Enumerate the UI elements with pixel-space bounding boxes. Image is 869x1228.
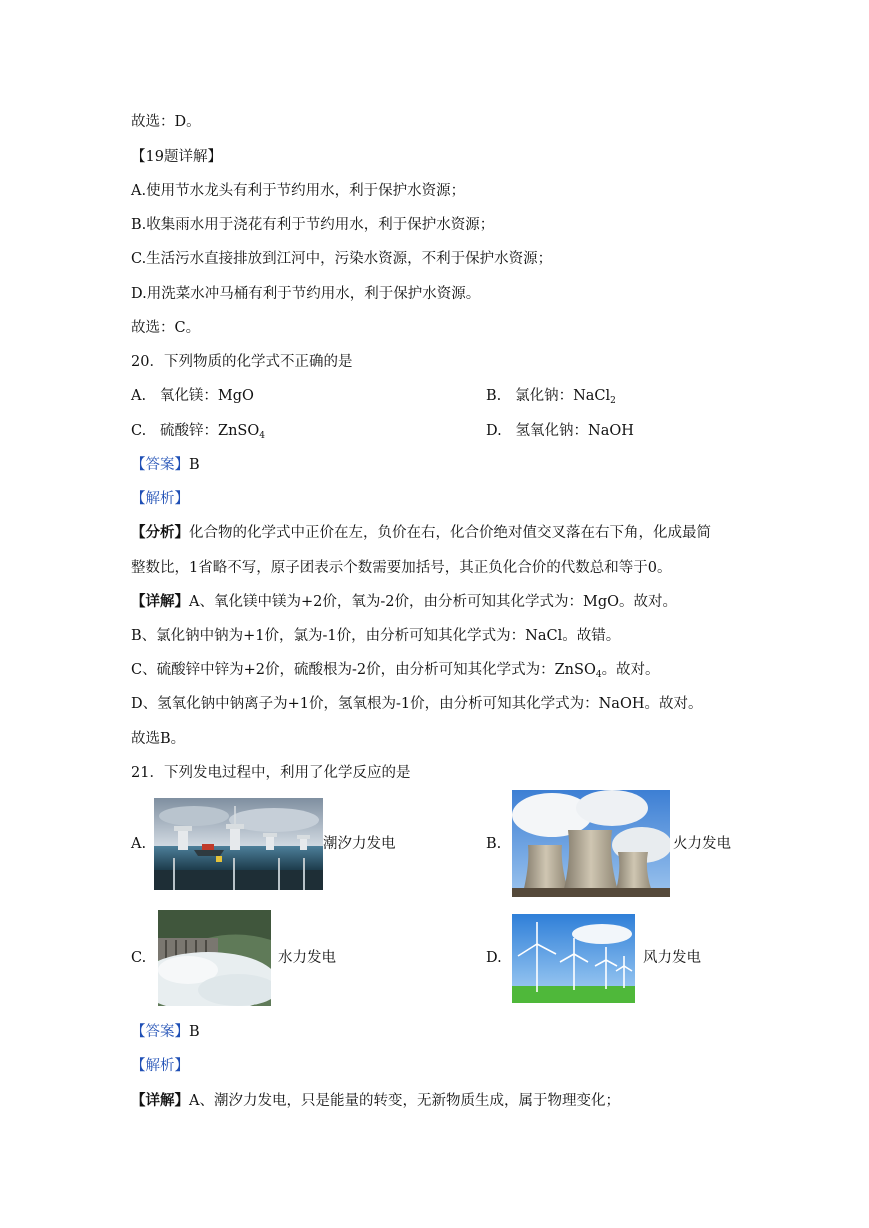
thermal-power-image xyxy=(512,790,670,897)
q20-conclusion: 故选B。 xyxy=(131,731,186,747)
answer-tag: 【答案】 xyxy=(131,1024,189,1040)
xiangjie-tag: 【详解】 xyxy=(131,1092,189,1109)
q20-answer xyxy=(131,455,200,475)
fenxi-text: 化合物的化学式中正价在左，负价在右，化合价绝对值交叉落在右下角，化成最简 xyxy=(189,525,711,541)
q20-option-a xyxy=(131,386,254,406)
q21-xiangjie-a xyxy=(131,1091,620,1111)
option-label: B. xyxy=(486,836,502,852)
q20-xiangjie-c xyxy=(131,660,660,685)
subscript: 4 xyxy=(595,670,602,680)
xiangjie-text: C、硫酸锌中锌为+2价，硫酸根为-2价，由分析可知其化学式为：ZnSO xyxy=(131,662,596,678)
hydro-power-image xyxy=(158,910,271,1006)
subscript: 2 xyxy=(610,396,616,406)
wind-power-image xyxy=(512,914,635,1003)
option-text: 氢氧化钠：NaOH xyxy=(515,423,634,439)
q20-xiangjie-d: D、氢氧化钠中钠离子为+1价，氢氧根为-1价，由分析可知其化学式为：NaOH。故对。 xyxy=(131,696,703,712)
option-label: C. xyxy=(131,950,147,966)
answer-value: B xyxy=(189,457,200,473)
answer-value: B xyxy=(189,1024,200,1040)
fenxi-tag: 【分析】 xyxy=(131,524,189,541)
answer-tag: 【答案】 xyxy=(131,457,189,473)
question-21-stem: 21．下列发电过程中，利用了化学反应的是 xyxy=(131,765,411,781)
text-line: 故选：D。 xyxy=(131,114,201,130)
xiangjie-tag: 【详解】 xyxy=(131,593,189,610)
xiangjie-text: A、氧化镁中镁为+2价，氧为-2价，由分析可知其化学式为：MgO。故对。 xyxy=(189,594,677,610)
option-label: B. xyxy=(486,388,502,404)
option-text: 氯化钠：NaCl xyxy=(515,388,611,404)
option-text: 硫酸锌：ZnSO xyxy=(160,423,260,439)
q20-option-c xyxy=(131,421,265,446)
q20-fenxi-line-1 xyxy=(131,523,711,543)
q20-analysis-tag: 【解析】 xyxy=(131,491,189,507)
option-label: A. xyxy=(131,836,147,852)
q21-analysis-tag: 【解析】 xyxy=(131,1058,189,1074)
option-caption: 潮汐力发电 xyxy=(323,836,396,852)
option-label: D. xyxy=(486,423,502,439)
q20-xiangjie-a xyxy=(131,592,677,612)
question-20-stem: 20．下列物质的化学式不正确的是 xyxy=(131,354,353,370)
q20-option-d xyxy=(486,421,634,441)
text-line: C.生活污水直接排放到江河中，污染水资源，不利于保护水资源； xyxy=(131,251,553,267)
xiangjie-text: A、潮汐力发电，只是能量的转变，无新物质生成，属于物理变化； xyxy=(189,1093,620,1109)
option-caption: 火力发电 xyxy=(673,836,731,852)
q20-fenxi-line-2: 整数比，1省略不写，原子团表示个数需要加括号，其正负化合价的代数总和等于0。 xyxy=(131,560,672,576)
option-label: D. xyxy=(486,950,502,966)
option-caption: 风力发电 xyxy=(643,950,701,966)
subscript: 4 xyxy=(259,431,265,441)
option-label: C. xyxy=(131,423,147,439)
option-text: 氧化镁：MgO xyxy=(159,388,254,404)
xiangjie-text-end: 。故对。 xyxy=(601,662,660,678)
text-line: B.收集雨水用于浇花有利于节约用水，利于保护水资源； xyxy=(131,217,495,233)
tidal-power-image xyxy=(154,798,323,890)
q21-answer xyxy=(131,1022,200,1042)
q20-xiangjie-b: B、氯化钠中钠为+1价，氯为-1价，由分析可知其化学式为：NaCl。故错。 xyxy=(131,628,621,644)
option-label: A. xyxy=(131,388,147,404)
section-heading: 【19题详解】 xyxy=(131,149,222,165)
text-line: A.使用节水龙头有利于节约用水，利于保护水资源； xyxy=(131,183,466,199)
q20-option-b xyxy=(486,386,616,411)
text-line: D.用洗菜水冲马桶有利于节约用水，利于保护水资源。 xyxy=(131,286,481,302)
option-caption: 水力发电 xyxy=(278,950,336,966)
text-line: 故选：C。 xyxy=(131,320,201,336)
